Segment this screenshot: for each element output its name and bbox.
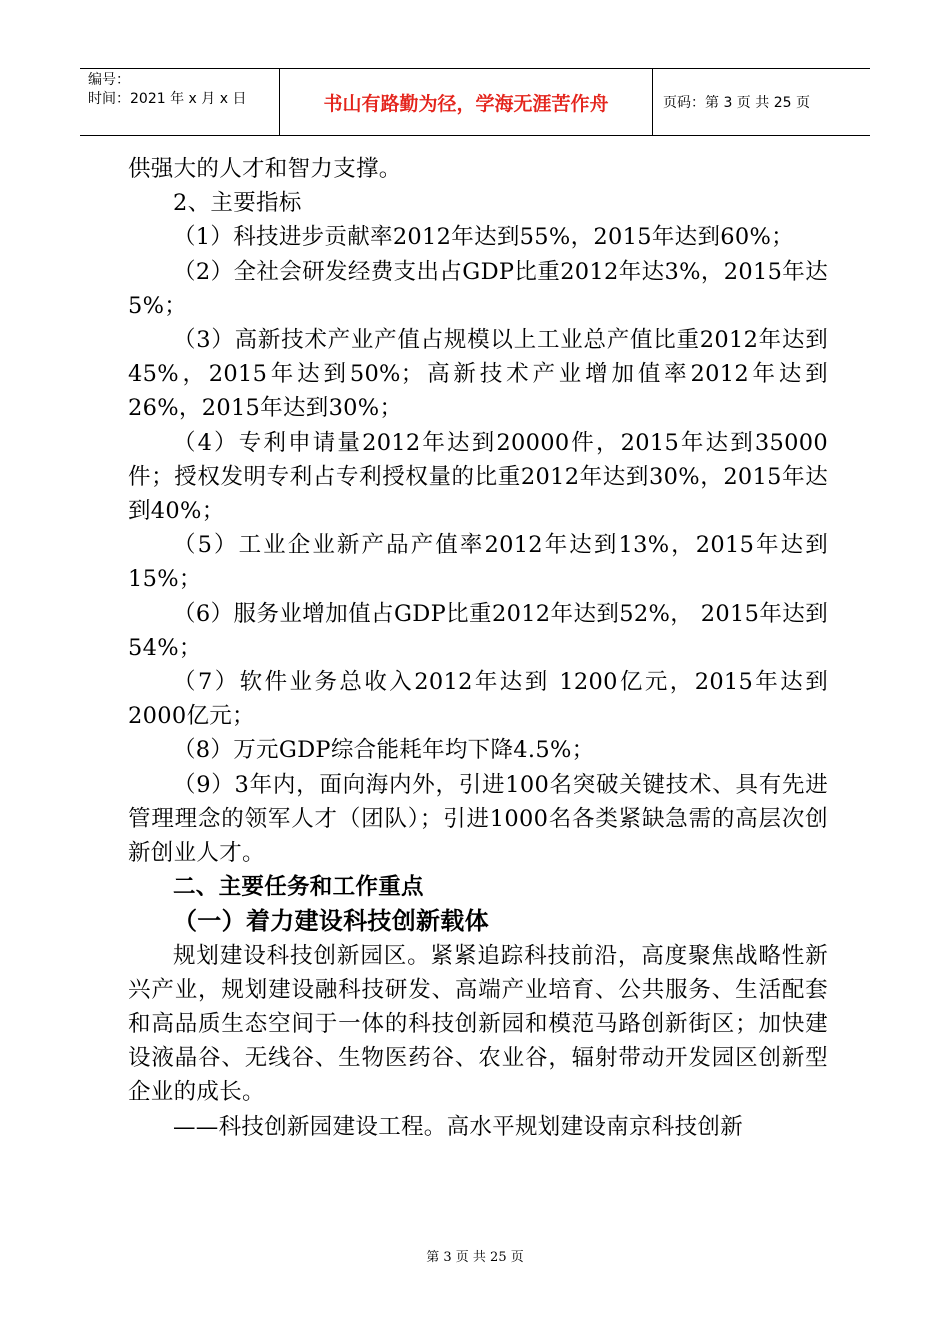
indicator-item: （8）万元GDP综合能耗年均下降4.5%； <box>173 737 595 764</box>
subheading-main-indicators: 2、主要指标 <box>173 190 302 217</box>
indicator-item: （7）软件业务总收入2012年达到 1200亿元，2015年达到2000亿元； <box>128 669 828 730</box>
page-footer: 第 3 页 共 25 页 <box>426 1250 524 1265</box>
header-meta <box>80 69 280 135</box>
indicator-item: （2）全社会研发经费支出占GDP比重2012年达3%，2015年达5%； <box>128 258 828 319</box>
indicator-item: （6）服务业增加值占GDP比重2012年达到52%， 2015年达到54%； <box>128 600 828 661</box>
document-date: 时间：2021 年 x 月 x 日 <box>88 91 247 107</box>
body-paragraph: ——科技创新园建设工程。高水平规划建设南京科技创新 <box>173 1113 744 1140</box>
document-number: 编号： <box>88 72 130 88</box>
subsection-heading: （一）着力建设科技创新载体 <box>173 907 489 936</box>
page-header <box>80 68 870 136</box>
indicator-item: （4）专利申请量2012年达到20000件，2015年达到35000件；授权发明专利占专利授权量的比重2012年达到30%，2015年达到40%； <box>128 429 828 525</box>
indicator-item: （9）3年内，面向海内外，引进100名突破关键技术、具有先进管理理念的领军人才（团队）；引进1000名各类紧缺急需的高层次创新创业人才。 <box>128 771 828 867</box>
indicator-item: （5）工业企业新产品产值率2012年达到13%，2015年达到15%； <box>128 532 828 593</box>
indicator-item: （1）科技进步贡献率2012年达到55%，2015年达到60%； <box>173 224 794 251</box>
header-motto: 书山有路勤为径，学海无涯苦作舟 <box>280 69 653 135</box>
body-paragraph: 规划建设科技创新园区。紧紧追踪科技前沿，高度聚焦战略性新兴产业，规划建设融科技研发、高端产业培育、公共服务、生活配套和高品质生态空间于一体的科技创新园和模范马路创新街区；加快建设液晶谷、无线谷、生物医药谷、农业谷，辐射带动开发园区创新型企业的成长。 <box>128 942 828 1106</box>
paragraph-continuation: 供强大的人才和智力支撑。 <box>128 156 402 182</box>
section-heading: 二、主要任务和工作重点 <box>173 874 424 901</box>
document-body <box>128 152 828 1144</box>
header-page-number: 页码：第 3 页 共 25 页 <box>663 95 810 111</box>
indicator-item: （3）高新技术产业产值占规模以上工业总产值比重2012年达到45%，2015年达到50%；高新技术产业增加值率2012年达到26%，2015年达到30%； <box>128 327 828 422</box>
